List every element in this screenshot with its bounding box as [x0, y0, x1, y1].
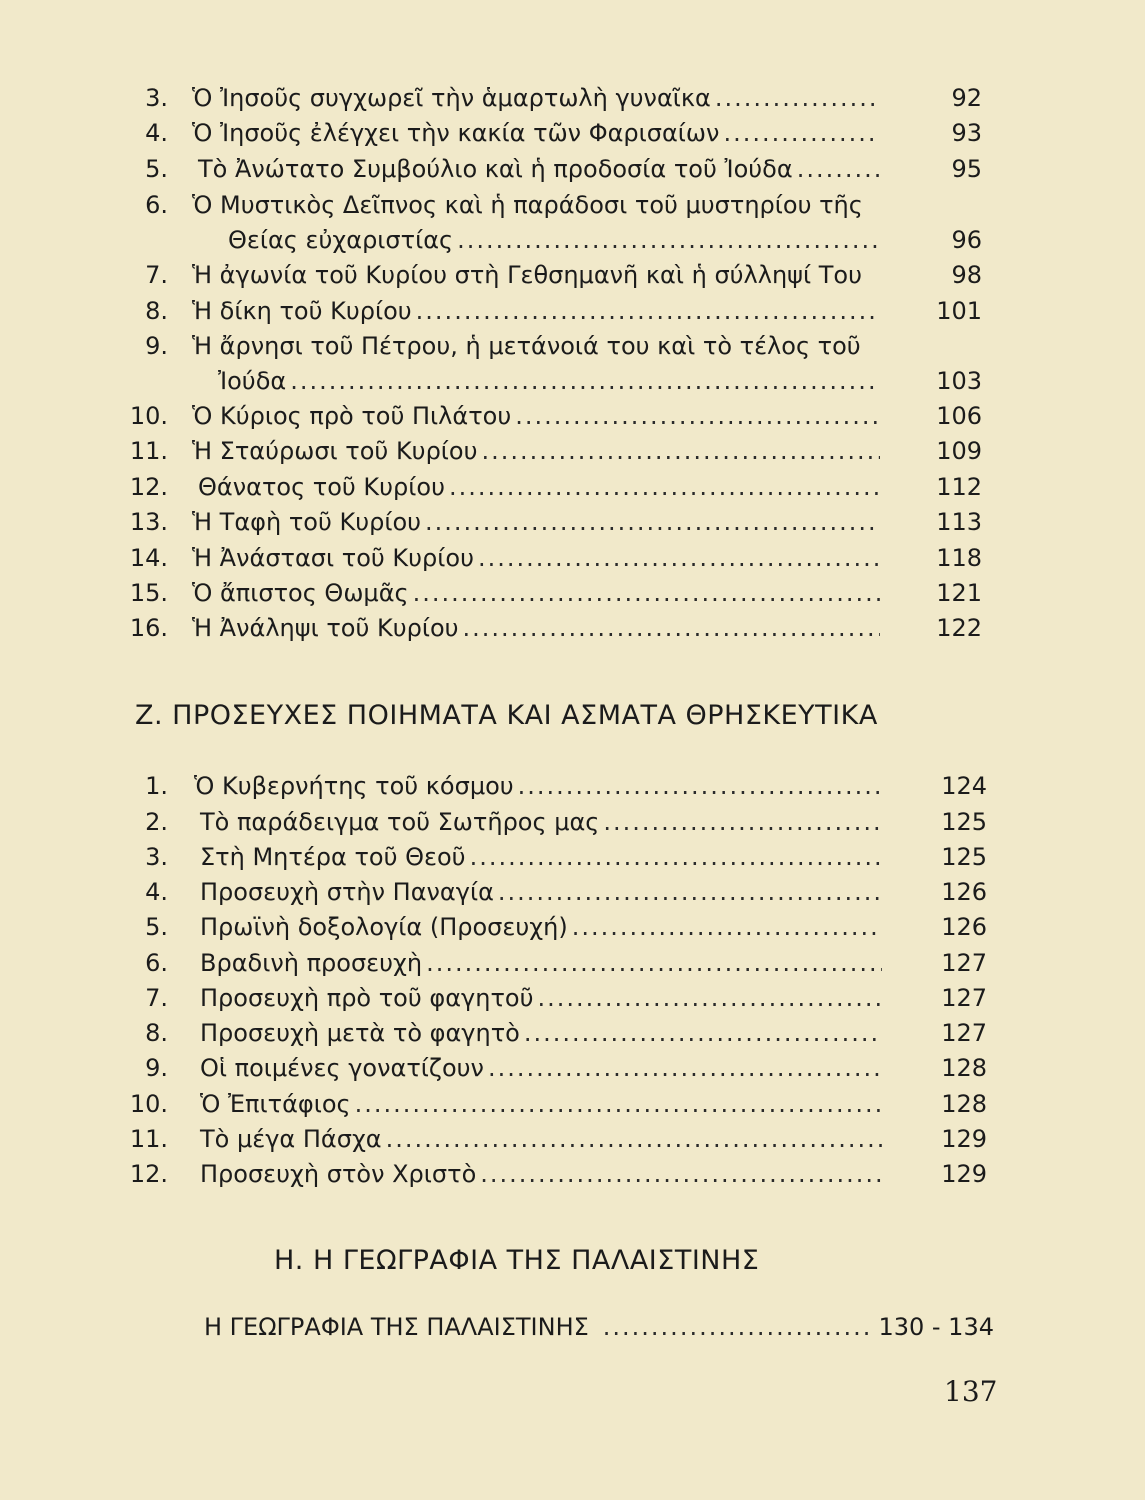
leader-dots [449, 469, 880, 505]
entry-page: 129 [941, 1125, 987, 1153]
section-heading-z: Ζ. ΠΡΟΣΕΥΧΕΣ ΠΟΙΗΜΑΤΑ ΚΑΙ ΑΣΜΑΤΑ ΘΡΗΣΚΕΥΤΙΚΑ [135, 700, 878, 731]
toc-entry [0, 80, 1145, 116]
entry-page: 109 [936, 437, 982, 465]
entry-number: 9. [145, 1054, 168, 1082]
leader-dots [537, 980, 882, 1016]
entry-line [198, 469, 882, 505]
entry-number: 14. [129, 544, 168, 572]
entry-number: 9. [145, 332, 168, 360]
entry-number: 7. [145, 984, 168, 1012]
entry-line [200, 909, 884, 945]
leader-dots [603, 804, 882, 840]
toc-entry [0, 540, 1145, 576]
toc-entry [0, 257, 1145, 293]
entry-page: 96 [951, 226, 982, 254]
toc-entry [0, 469, 1145, 505]
entry-line [192, 610, 882, 646]
toc-entry [0, 398, 1145, 434]
leader-dots [416, 293, 880, 329]
entry-page: 126 [941, 913, 987, 941]
entry-line [192, 328, 882, 364]
toc-entry [0, 945, 1145, 981]
toc-entry [0, 187, 1145, 223]
entry-title: Ὁ Ἰησοῦς συγχωρεῖ τὴν ἁμαρτωλὴ γυναῖκα [192, 84, 711, 112]
toc-entry [0, 1086, 1145, 1122]
leader-dots [463, 610, 880, 646]
entry-number: 13. [129, 508, 168, 536]
entry-line [194, 768, 884, 804]
leader-dots [603, 1313, 873, 1341]
leader-dots [413, 575, 880, 611]
entry-number: 5. [145, 913, 168, 941]
entry-line [200, 1015, 884, 1051]
entry-title: Ἡ Ἀνάληψι τοῦ Κυρίου [192, 614, 459, 642]
entry-line [192, 504, 882, 540]
entry-title: Πρωϊνὴ δοξολογία (Προσευχή) [200, 913, 568, 941]
entry-number: 10. [129, 1090, 168, 1118]
entry-line [200, 945, 884, 981]
toc-entry [0, 151, 1145, 187]
section-heading-h: Η. Η ΓΕΩΓΡΑΦΙΑ ΤΗΣ ΠΑΛΑΙΣΤΙΝΗΣ [274, 1245, 760, 1276]
toc-entry [0, 980, 1145, 1016]
entry-number: 12. [129, 473, 168, 501]
entry-page: 124 [941, 772, 987, 800]
leader-dots [386, 1121, 882, 1157]
leader-dots [723, 115, 880, 151]
toc-entry [0, 115, 1145, 151]
entry-page: 106 [936, 402, 982, 430]
entry-line [200, 839, 884, 875]
entry-number: 10. [129, 402, 168, 430]
leader-dots [524, 1015, 882, 1051]
entry-title: Ὁ Μυστικὸς Δεῖπνος καὶ ἡ παράδοσι τοῦ μυστηρίου τῆς [192, 191, 863, 219]
leader-dots [715, 80, 880, 116]
entry-title: Η ΓΕΩΓΡΑΦΙΑ ΤΗΣ ΠΑΛΑΙΣΤΙΝΗΣ [204, 1313, 589, 1341]
toc-entry-geography [204, 1313, 994, 1349]
entry-number: 7. [145, 261, 168, 289]
entry-page: 127 [941, 1019, 987, 1047]
entry-line [200, 1156, 884, 1192]
entry-number: 3. [145, 843, 168, 871]
entry-line [200, 1121, 884, 1157]
leader-dots [478, 540, 880, 576]
entry-line [192, 540, 882, 576]
entry-page: 103 [936, 367, 982, 395]
toc-entry [0, 1015, 1145, 1051]
entry-number: 6. [145, 949, 168, 977]
entry-title: Ὁ ἄπιστος Θωμᾶς [192, 579, 409, 607]
entry-page: 95 [951, 155, 982, 183]
entry-page: 101 [936, 297, 982, 325]
entry-page: 127 [941, 949, 987, 977]
entry-title: Τὸ Ἀνώτατο Συμβούλιο καὶ ἡ προδοσία τοῦ Ἰούδα [198, 155, 793, 183]
entry-page: 128 [941, 1090, 987, 1118]
entry-title: Ἡ ἀγωνία τοῦ Κυρίου στὴ Γεθσημανῆ καὶ ἡ σύλληψί Του [192, 261, 862, 289]
entry-line [200, 1086, 884, 1122]
entry-line [192, 257, 882, 293]
entry-title: Ὁ Κυβερνήτης τοῦ κόσμου [194, 772, 514, 800]
toc-entry-continuation [0, 363, 1145, 399]
entry-number: 8. [145, 1019, 168, 1047]
entry-title: Ἡ δίκη τοῦ Κυρίου [192, 297, 412, 325]
entry-page: 126 [941, 878, 987, 906]
entry-line [198, 151, 882, 187]
toc-entry [0, 433, 1145, 469]
entry-number: 16. [129, 614, 168, 642]
entry-title: Προσευχὴ μετὰ τὸ φαγητὸ [200, 1019, 520, 1047]
leader-dots [425, 504, 880, 540]
entry-line [200, 980, 884, 1016]
toc-entry [0, 1121, 1145, 1157]
entry-title: Ὁ Ἰησοῦς ἐλέγχει τὴν κακία τῶν Φαρισαίων [192, 119, 720, 147]
entry-title: Τὸ παράδειγμα τοῦ Σωτῆρος μας [200, 808, 600, 836]
entry-page: 122 [936, 614, 982, 642]
entry-title: Ἡ Ἀνάστασι τοῦ Κυρίου [192, 544, 474, 572]
toc-entry [0, 874, 1145, 910]
entry-number: 4. [145, 878, 168, 906]
entry-page: 92 [951, 84, 982, 112]
toc-entry [0, 504, 1145, 540]
toc-entry [0, 610, 1145, 646]
entry-page: 93 [951, 119, 982, 147]
entry-number: 1. [145, 772, 168, 800]
entry-title: Ἡ Ταφὴ τοῦ Κυρίου [192, 508, 422, 536]
leader-dots [797, 151, 880, 187]
entry-page: 121 [936, 579, 982, 607]
leader-dots [290, 363, 880, 399]
leader-dots [518, 768, 882, 804]
entry-title: Οἱ ποιμένες γονατίζουν [200, 1054, 484, 1082]
toc-entry [0, 768, 1145, 804]
entry-page: 125 [941, 808, 987, 836]
entry-title: Προσευχὴ στὴν Παναγία [200, 878, 494, 906]
entry-title: Ἡ Σταύρωσι τοῦ Κυρίου [192, 437, 478, 465]
entry-title: Προσευχὴ πρὸ τοῦ φαγητοῦ [200, 984, 534, 1012]
entry-number: 5. [145, 155, 168, 183]
entry-number: 6. [145, 191, 168, 219]
entry-title: Ὁ Ἐπιτάφιος [200, 1090, 351, 1118]
leader-dots [480, 1156, 882, 1192]
toc-entry [0, 839, 1145, 875]
entry-page: 98 [951, 261, 982, 289]
entry-line [192, 575, 882, 611]
toc-entry [0, 293, 1145, 329]
entry-line [200, 804, 884, 840]
entry-line [192, 433, 882, 469]
entry-page: 113 [936, 508, 982, 536]
toc-entry [0, 328, 1145, 364]
entry-number: 12. [129, 1160, 168, 1188]
leader-dots [482, 433, 881, 469]
toc-entry-continuation [0, 222, 1145, 258]
entry-title: Ἡ ἄρνησι τοῦ Πέτρου, ἡ μετάνοιά του καὶ τὸ τέλος τοῦ [192, 332, 861, 360]
entry-number: 2. [145, 808, 168, 836]
entry-number: 4. [145, 119, 168, 147]
entry-title-continuation: Ἰούδα [218, 367, 287, 395]
leader-dots [426, 945, 882, 981]
entry-number: 11. [129, 1125, 168, 1153]
leader-dots [355, 1086, 882, 1122]
entry-title-continuation: Θείας εὐχαριστίας [228, 226, 454, 254]
entry-page: 112 [936, 473, 982, 501]
entry-line [192, 187, 882, 223]
page-number: 137 [944, 1375, 998, 1408]
leader-dots [572, 909, 882, 945]
entry-line [218, 363, 882, 399]
entry-page: 129 [941, 1160, 987, 1188]
toc-entry [0, 1050, 1145, 1086]
entry-number: 15. [129, 579, 168, 607]
entry-line [192, 80, 882, 116]
toc-entry [0, 1156, 1145, 1192]
entry-line [192, 398, 882, 434]
leader-dots [488, 1050, 882, 1086]
entry-line [200, 874, 884, 910]
entry-line [228, 222, 882, 258]
entry-page: 127 [941, 984, 987, 1012]
entry-line [192, 293, 882, 329]
leader-dots [515, 398, 880, 434]
leader-dots [498, 874, 882, 910]
toc-entry [0, 575, 1145, 611]
entry-line [192, 115, 882, 151]
entry-title: Στὴ Μητέρα τοῦ Θεοῦ [200, 843, 466, 871]
entry-number: 11. [129, 437, 168, 465]
toc-entry [0, 909, 1145, 945]
entry-title: Βραδινὴ προσευχὴ [200, 949, 423, 977]
entry-line [200, 1050, 884, 1086]
entry-number: 8. [145, 297, 168, 325]
leader-dots [457, 222, 880, 258]
toc-entry [0, 804, 1145, 840]
entry-page-range: 130 - 134 [878, 1313, 994, 1341]
leader-dots [470, 839, 882, 875]
entry-title: Θάνατος τοῦ Κυρίου [198, 473, 445, 501]
entry-page: 118 [936, 544, 982, 572]
entry-title: Τὸ μέγα Πάσχα [200, 1125, 382, 1153]
entry-title: Προσευχὴ στὸν Χριστὸ [200, 1160, 477, 1188]
entry-page: 128 [941, 1054, 987, 1082]
entry-title: Ὁ Κύριος πρὸ τοῦ Πιλάτου [192, 402, 512, 430]
entry-number: 3. [145, 84, 168, 112]
entry-page: 125 [941, 843, 987, 871]
